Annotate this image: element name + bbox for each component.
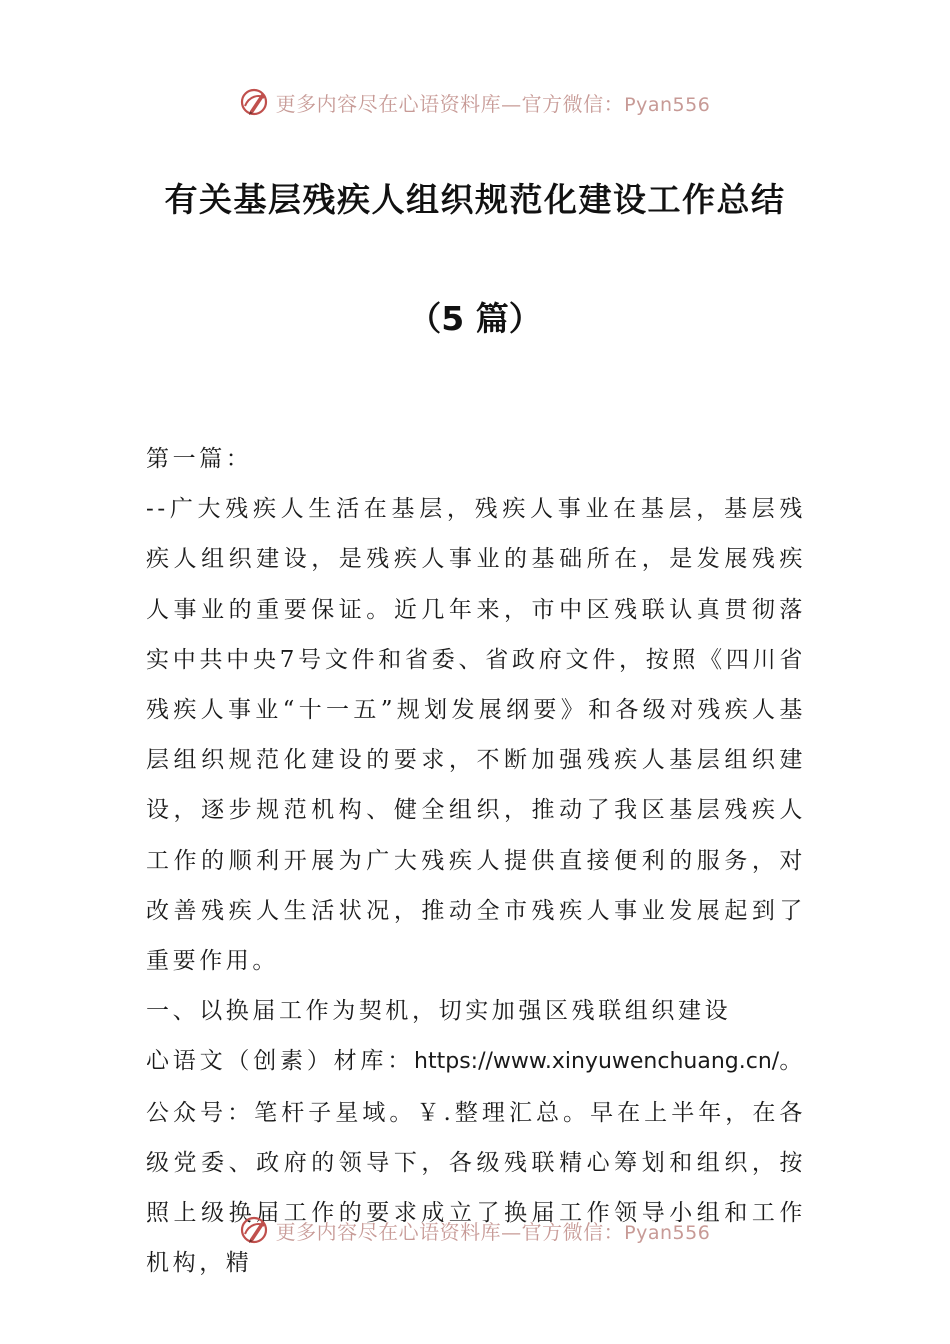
source-label: 心语文（创素）材库： (146, 1048, 415, 1075)
footer-watermark-text (276, 1216, 711, 1245)
footer-watermark-banner (0, 1210, 950, 1250)
pen-swirl-logo-icon (240, 87, 270, 117)
watermark-dash: — (501, 91, 522, 116)
watermark-dash: — (501, 1219, 522, 1244)
document-subtitle: （5 篇） (408, 299, 542, 338)
section-heading-first: 第一篇： (146, 446, 253, 472)
document-title: 有关基层残疾人组织规范化建设工作总结 (164, 180, 786, 219)
header-watermark-text (276, 88, 711, 117)
watermark-site-name: 更多内容尽在心语资料库 (275, 1219, 502, 1244)
document-body (146, 434, 806, 1288)
paragraph-intro: --广大残疾人生活在基层，残疾人事业在基层，基层残疾人组织建设，是残疾人事业的基础所在，是发展残疾人事业的重要保证。近几年来，市中区残联认真贯彻落实中共中央7号文件和省委、省政府文件，按照《四川省残疾人事业“十一五”规划发展纲要》和各级对残疾人基层组织规范化建设的要求，不断加强残疾人基层组织建设，逐步规范机构、健全组织，推动了我区基层残疾人工作的顺利开展为广大残疾人提供直接便利的服务，对改善残疾人生活状况，推动全市残疾人事业发展起到了重要作用。 (146, 496, 806, 975)
section-heading-one: 一、以换届工作为契机，切实加强区残联组织建设 (146, 998, 732, 1025)
watermark-wechat-id: Pyan556 (624, 1221, 711, 1244)
watermark-official-label: 官方微信： (521, 1219, 625, 1244)
pen-swirl-logo-icon (240, 1215, 270, 1245)
header-watermark-banner (0, 82, 950, 122)
paragraph-election-text: 。公众号：笔杆子星域。￥.整理汇总。早在上半年，在各级党委、政府的领导下，各级残联精心筹划和组织，按照上级换届工作的要求成立了换届工作领导小组和工作机构，精 (146, 1048, 806, 1277)
source-url-link[interactable]: https://www.xinyuwenchuang.cn/ (414, 1049, 780, 1075)
watermark-official-label: 官方微信： (521, 91, 625, 116)
watermark-wechat-id: Pyan556 (624, 93, 711, 116)
watermark-site-name: 更多内容尽在心语资料库 (275, 91, 502, 116)
paragraph-election (146, 1036, 806, 1288)
